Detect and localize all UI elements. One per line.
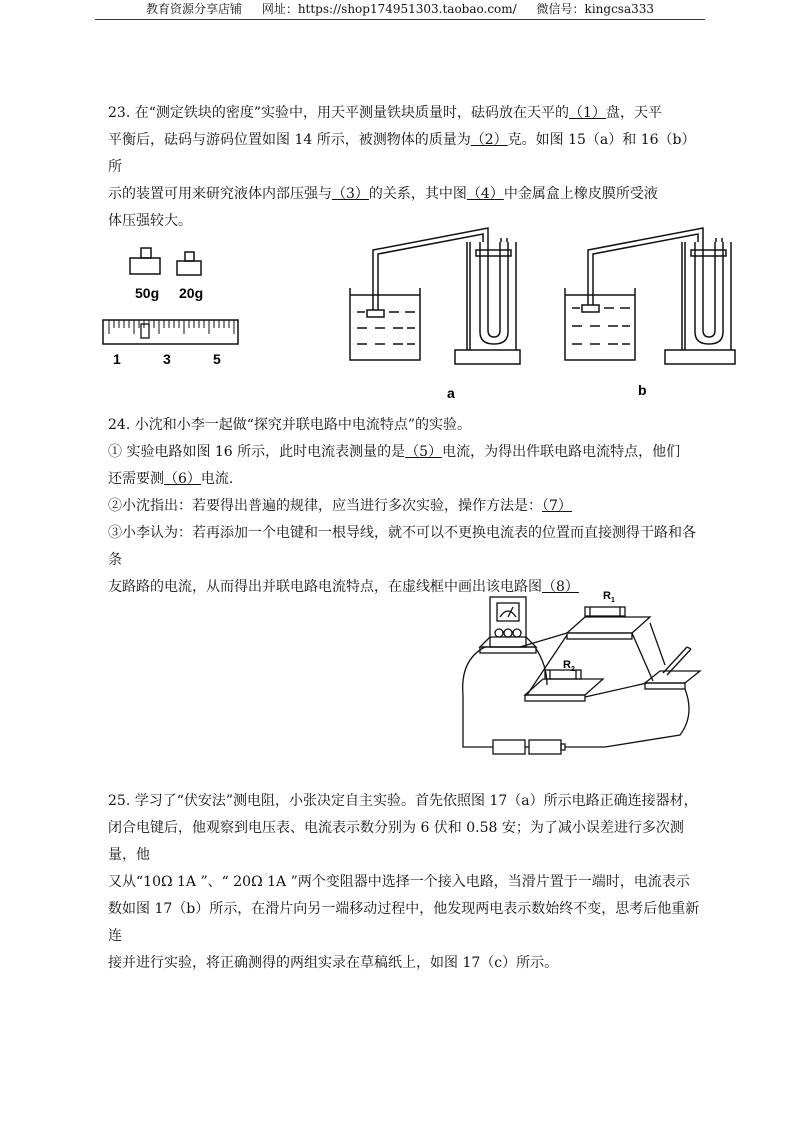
figure-15a-pressure-apparatus xyxy=(345,220,545,405)
q24-text: 还需要测 xyxy=(108,471,164,487)
scale-label-1: 1 xyxy=(113,351,121,367)
q23-line3 xyxy=(108,181,703,208)
header-wechat: 微信号：kingcsa333 xyxy=(536,2,655,16)
header-url: 网址：https://shop174951303.taobao.com/ xyxy=(261,2,517,16)
blank-4: （4） xyxy=(466,186,504,202)
blank-3: （3） xyxy=(332,186,369,202)
rider-scale-icon xyxy=(103,320,238,344)
q25-line4: 数如图 17（b）所示，在滑片向另一端移动过程中，他发现两电表示数始终不变，思考后他重新连 xyxy=(108,901,700,944)
switch-icon xyxy=(645,647,700,689)
blank-7: （7） xyxy=(542,498,572,514)
q23-line2 xyxy=(108,127,703,181)
q24-line5: ③小李认为：若再添加一个电键和一根导线，就不可以不更换电流表的位置而直接测得干路和各条 xyxy=(108,525,696,568)
q24-text: 友路路的电流，从而得出并联电路电流特点，在虚线框中画出该电路图 xyxy=(108,579,542,595)
page-header xyxy=(95,0,705,20)
q25-line3: 又从“10Ω 1A ”、“ 20Ω 1A ”两个变阻器中选择一个接入电路，当滑片置于一端时，电流表示 xyxy=(108,874,690,890)
q24-line2 xyxy=(108,439,703,466)
figure-label-b: b xyxy=(638,382,647,398)
blank-1: （1） xyxy=(569,105,606,121)
q24-text: ②小沈指出：若要得出普遍的规律，应当进行多次实验，操作方法是： xyxy=(108,498,542,514)
q23-text: 克。如图 15（a）和 16（b）所 xyxy=(108,132,696,175)
q23-line4: 体压强较大。 xyxy=(108,213,192,229)
question-25 xyxy=(108,788,703,977)
liquid-container-icon xyxy=(350,288,420,360)
weight-20g-label: 20g xyxy=(179,285,204,301)
question-23 xyxy=(108,100,703,235)
q25-line5: 接并进行实验，将正确测得的两组实录在草稿纸上，如图 17（c）所示。 xyxy=(108,955,559,971)
q25-line1: 25. 学习了“伏安法”测电阻，小张决定自主实验。首先依照图 17（a）所示电路正确连接器材， xyxy=(108,793,698,809)
q24-line1: 24. 小沈和小李一起做“探究并联电路中电流特点”的实验。 xyxy=(108,417,472,433)
weight-50g-icon xyxy=(130,248,160,274)
q23-line1 xyxy=(108,100,703,127)
question-24 xyxy=(108,412,703,601)
q24-line4 xyxy=(108,493,703,520)
blank-5: （5） xyxy=(405,444,443,460)
r1-label: $R_1$ xyxy=(603,590,615,604)
q24-text: ① 实验电路如图 16 所示，此时电流表测量的是 xyxy=(108,444,406,460)
q23-text: 23. 在“测定铁块的密度”实验中，用天平测量铁块质量时，砝码放在天平的 xyxy=(108,105,570,121)
scale-label-5: 5 xyxy=(213,351,221,367)
weight-20g-icon xyxy=(177,252,201,275)
r2-label: $R_2$ xyxy=(563,659,575,673)
q24-line3 xyxy=(108,466,703,493)
weight-50g-label: 50g xyxy=(135,285,160,301)
q23-text: 中金属盒上橡皮膜所受液 xyxy=(503,186,658,202)
resistor-r1-icon xyxy=(567,607,650,639)
q23-text: 平衡后，砝码与游码位置如图 14 所示，被测物体的质量为 xyxy=(108,132,471,148)
figure-15b-pressure-apparatus xyxy=(560,220,760,405)
scale-label-3: 3 xyxy=(163,351,171,367)
q25-line2: 闭合电键后，他观察到电压表、电流表示数分别为 6 伏和 0.58 安；为了减小误差进行多次测量，他 xyxy=(108,820,684,863)
figure-16-parallel-circuit xyxy=(455,585,715,765)
q24-text: 电流，为得出件联电路电流特点，他们 xyxy=(442,444,681,460)
figure-label-a: a xyxy=(447,385,455,401)
figure-14-balance-weights xyxy=(95,240,255,375)
header-shop: 教育资源分享店铺 xyxy=(145,2,242,16)
blank-2: （2） xyxy=(470,132,508,148)
blank-8: （8） xyxy=(542,579,579,595)
q23-text: 盘，天平 xyxy=(605,105,662,121)
q24-text: 电流. xyxy=(200,471,234,487)
q23-text: 示的装置可用来研究液体内部压强与 xyxy=(108,186,332,202)
liquid-container-icon xyxy=(565,288,635,360)
stand-base-icon xyxy=(665,350,735,364)
battery-icon xyxy=(493,740,565,754)
blank-6: （6） xyxy=(164,471,201,487)
stand-base-icon xyxy=(455,350,520,364)
q23-text: 的关系，其中图 xyxy=(368,186,467,202)
resistor-r2-icon xyxy=(525,670,603,701)
